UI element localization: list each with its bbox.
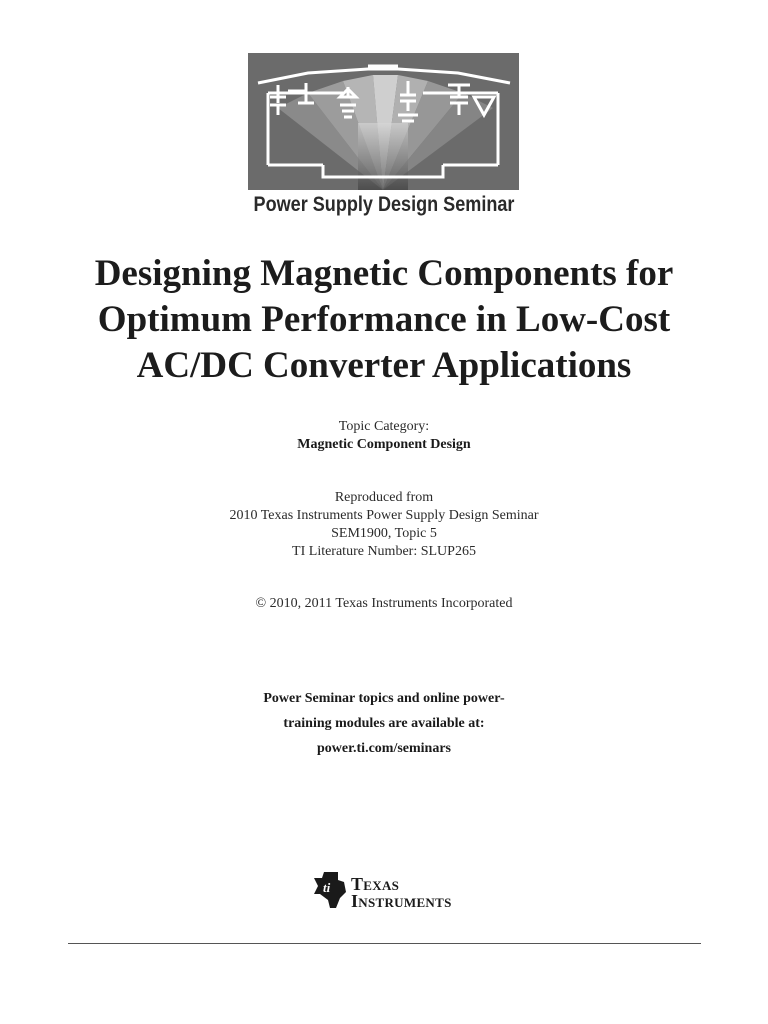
notice-line: training modules are available at: [283, 716, 485, 731]
reproduction-info [0, 489, 768, 561]
ti-brand-line1: Texas [351, 874, 400, 894]
repro-line: Reproduced from [334, 490, 434, 505]
svg-text:ti: ti [323, 880, 331, 895]
page-title [40, 251, 728, 389]
copyright: © 2010, 2011 Texas Instruments Incorporated [255, 596, 513, 611]
power-supply-seminar-logo-icon [248, 53, 519, 190]
repro-line: SEM1900, Topic 5 [331, 526, 437, 541]
topic-label: Topic Category: [338, 419, 430, 434]
notice-line: Power Seminar topics and online power- [263, 691, 505, 706]
seminar-notice [0, 686, 768, 761]
title-line: AC/DC Converter Applications [136, 345, 632, 386]
seminar-logo [248, 53, 519, 190]
topic-category [0, 418, 768, 454]
literature-number: TI Literature Number: SLUP265 [292, 544, 476, 559]
topic-value: Magnetic Component Design [297, 437, 471, 452]
footer-divider [68, 943, 701, 944]
ti-brand-line2: Instruments [351, 891, 452, 911]
seminar-link[interactable]: power.ti.com/seminars [316, 741, 452, 756]
title-line: Designing Magnetic Components for [94, 253, 674, 294]
seminar-caption: Power Supply Design Seminar [253, 193, 515, 216]
repro-line: 2010 Texas Instruments Power Supply Design Seminar [229, 508, 539, 523]
title-line: Optimum Performance in Low-Cost [97, 299, 671, 340]
